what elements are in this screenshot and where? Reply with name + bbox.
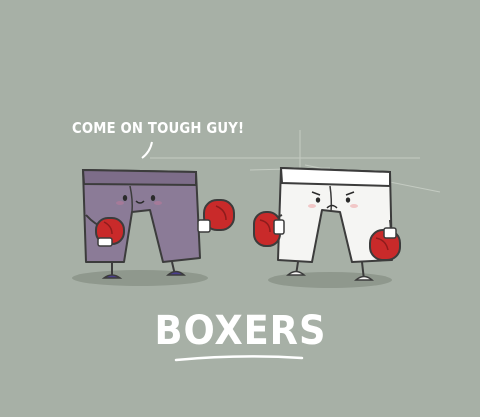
right-shadow — [268, 272, 392, 288]
right-boxer-cheek-right — [350, 204, 358, 208]
speech-bubble-text: COME ON TOUGH GUY! — [72, 119, 245, 137]
title-label: BOXERS — [154, 308, 326, 354]
right-boxer-glove-right — [370, 228, 400, 260]
left-boxer-glove-right — [198, 200, 234, 232]
right-boxer — [254, 168, 400, 280]
left-shadow — [72, 270, 208, 286]
right-boxer-waistband — [281, 168, 390, 186]
right-boxer-eye-left — [316, 197, 320, 202]
left-boxer-cheek-right — [154, 201, 162, 205]
left-boxer-glove-left — [96, 218, 124, 246]
left-boxer-waistband — [83, 170, 196, 185]
left-boxer-eye-right — [151, 195, 155, 201]
left-boxer-cheek-left — [116, 201, 124, 205]
right-boxer-cheek-left — [308, 204, 316, 208]
left-boxer-eye-left — [123, 195, 127, 201]
title-text — [0, 308, 480, 354]
right-boxer-foot-left — [288, 272, 304, 276]
title-underline — [176, 356, 302, 360]
left-boxer — [83, 170, 234, 278]
right-boxer-eye-right — [346, 197, 350, 202]
speech-bubble-tail — [142, 142, 152, 158]
